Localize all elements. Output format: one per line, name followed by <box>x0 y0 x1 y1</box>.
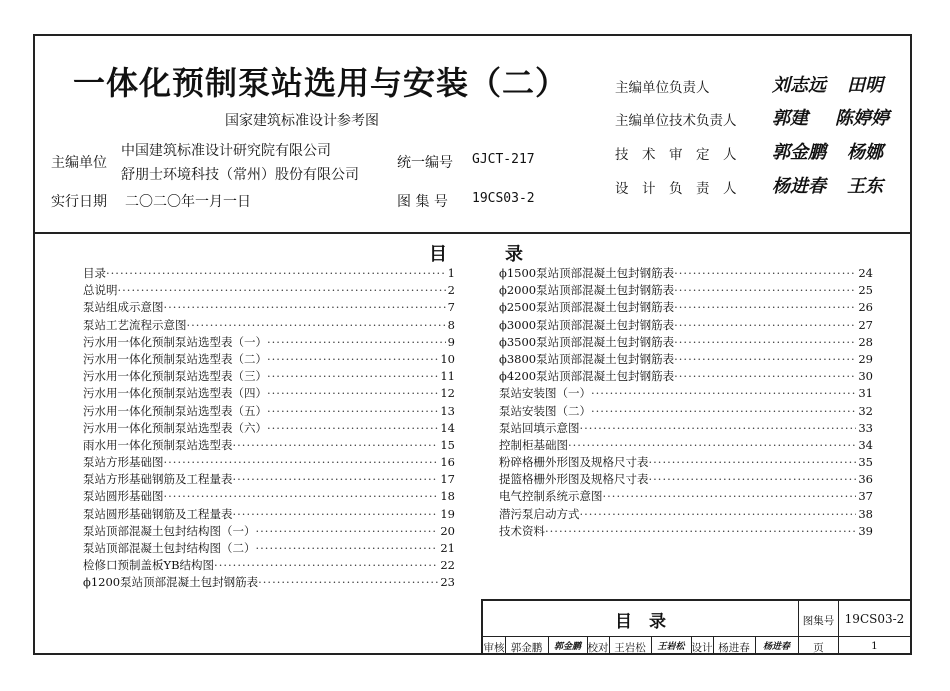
toc-entry-title: 控制柜基础图 <box>499 437 568 452</box>
check-name: 王岩松 <box>614 642 646 654</box>
toc-entry[interactable] <box>499 488 873 505</box>
toc-entry-page: 31 <box>858 386 873 401</box>
toc-leader-dots <box>267 368 438 385</box>
toc-leader-dots <box>258 574 438 591</box>
toc-heading-right: 录 <box>505 244 523 265</box>
drawing-sheet <box>33 34 912 655</box>
toc-entry-page: 21 <box>440 541 455 555</box>
toc-entry-title: 泵站圆形基础图 <box>83 489 164 504</box>
toc-entry[interactable] <box>83 540 455 557</box>
toc-entry-title: 污水用一体化预制泵站选型表（五） <box>83 403 267 418</box>
toc-entry-page: 22 <box>440 558 455 573</box>
toc-entry[interactable] <box>83 471 455 488</box>
toc-entry-page: 15 <box>440 437 455 452</box>
toc-entry[interactable] <box>83 282 455 299</box>
toc-leader-dots <box>674 265 856 282</box>
toc-leader-dots <box>580 420 857 437</box>
toc-entry[interactable] <box>499 334 873 351</box>
toc-leader-dots <box>649 454 857 471</box>
toc-heading-left: 目 <box>429 244 447 265</box>
cover-header <box>35 36 910 234</box>
toc-entry-page: 20 <box>440 523 455 538</box>
toc-entry-title: ϕ3500泵站顶部混凝土包封钢筋表 <box>499 334 675 349</box>
toc-entry[interactable] <box>83 488 455 505</box>
toc-entry-title: 泵站回填示意图 <box>499 420 580 435</box>
editor-org-2: 舒朋士环境科技（常州）股份有限公司 <box>121 167 359 183</box>
toc-right-column <box>499 265 873 540</box>
signature: 杨进春 <box>772 176 826 197</box>
toc-entry-page: 28 <box>858 334 873 349</box>
toc-leader-dots <box>674 351 856 368</box>
toc-entry-page: 29 <box>858 351 873 366</box>
toc-entry-title: 污水用一体化预制泵站选型表（二） <box>83 351 267 366</box>
title-block-page-value: 1 <box>871 640 878 652</box>
toc-entry-title: 提篮格栅外形图及规格尺寸表 <box>499 472 649 487</box>
toc-entry-title: 污水用一体化预制泵站选型表（四） <box>83 386 267 401</box>
toc-entry-page: 38 <box>858 506 873 521</box>
toc-leader-dots <box>674 368 856 385</box>
atlas-number-value: 19CS03-2 <box>472 191 535 206</box>
toc-entry[interactable] <box>499 317 873 334</box>
toc-entry-page: 10 <box>440 351 455 366</box>
toc-entry-title: 泵站顶部混凝土包封结构图（二） <box>83 541 256 555</box>
toc-entry[interactable] <box>499 506 873 523</box>
toc-leader-dots <box>267 385 438 402</box>
toc-entry-title: ϕ1200泵站顶部混凝土包封钢筋表 <box>83 575 259 590</box>
toc-entry[interactable] <box>499 351 873 368</box>
toc-leader-dots <box>267 334 446 351</box>
title-block-atlas-value: 19CS03-2 <box>844 612 905 626</box>
role-label: 设 计 负 责 人 <box>615 181 737 197</box>
toc-entry-title: 雨水用一体化预制泵站选型表 <box>83 437 233 452</box>
atlas-number-label: 图 集 号 <box>397 194 448 210</box>
toc-leader-dots <box>603 488 857 505</box>
toc-entry-title: 检修口预制盖板YB结构图 <box>83 558 215 573</box>
toc-leader-dots <box>164 488 439 505</box>
toc-entry[interactable] <box>499 403 873 420</box>
toc-entry-page: 32 <box>858 403 873 418</box>
toc-leader-dots <box>187 317 446 334</box>
toc-leader-dots <box>545 523 856 540</box>
toc-entry-page: 11 <box>440 369 455 384</box>
toc-entry[interactable] <box>83 299 455 316</box>
toc-entry[interactable] <box>499 420 873 437</box>
toc-entry-page: 19 <box>440 506 455 521</box>
toc-entry-page: 34 <box>858 437 873 452</box>
toc-entry-title: 泵站组成示意图 <box>83 300 164 315</box>
role-label: 主编单位技术负责人 <box>615 113 737 129</box>
signature: 郭金鹏 <box>772 142 826 163</box>
toc-entry-title: 泵站顶部混凝土包封结构图（一） <box>83 523 256 538</box>
role-label: 主编单位负责人 <box>615 80 710 96</box>
toc-entry[interactable] <box>83 506 455 523</box>
toc-entry-title: 泵站方形基础图 <box>83 455 164 470</box>
toc-entry-title: ϕ2500泵站顶部混凝土包封钢筋表 <box>499 300 675 315</box>
toc-entry[interactable] <box>83 557 455 574</box>
toc-entry-title: 电气控制系统示意图 <box>499 489 603 504</box>
check-label: 校对 <box>587 642 609 654</box>
date-value: 二〇二〇年一月一日 <box>125 194 251 210</box>
toc-entry[interactable] <box>499 299 873 316</box>
toc-entry-title: ϕ2000泵站顶部混凝土包封钢筋表 <box>499 283 675 298</box>
toc-entry-title: 污水用一体化预制泵站选型表（一） <box>83 334 267 349</box>
toc-entry-title: 污水用一体化预制泵站选型表（六） <box>83 420 267 435</box>
toc-entry-page: 33 <box>858 420 873 435</box>
toc-entry-page: 8 <box>447 317 455 332</box>
design-signature: 杨进春 <box>762 642 790 652</box>
toc-entry-page: 37 <box>858 489 873 504</box>
toc-leader-dots <box>256 540 439 557</box>
toc-entry-page: 23 <box>440 575 455 590</box>
toc-entry-page: 30 <box>858 369 873 384</box>
toc-entry[interactable] <box>83 574 455 591</box>
toc-entry[interactable] <box>83 437 455 454</box>
toc-entry-page: 36 <box>858 472 873 487</box>
toc-leader-dots <box>214 557 438 574</box>
toc-leader-dots <box>674 334 856 351</box>
toc-entry[interactable] <box>83 523 455 540</box>
toc-entry-title: ϕ1500泵站顶部混凝土包封钢筋表 <box>499 266 675 280</box>
toc-entry-page: 26 <box>858 300 873 315</box>
review-signature: 郭金鹏 <box>553 642 581 652</box>
design-name: 杨进春 <box>718 642 750 654</box>
toc-entry-page: 12 <box>440 386 455 401</box>
toc-entry[interactable] <box>83 317 455 334</box>
toc-entry[interactable] <box>83 265 455 282</box>
toc-leader-dots <box>267 403 438 420</box>
toc-entry-page: 18 <box>440 489 455 504</box>
toc-entry-title: ϕ3800泵站顶部混凝土包封钢筋表 <box>499 351 675 366</box>
editor-label: 主编单位 <box>51 155 107 171</box>
toc-entry-page: 14 <box>440 420 455 435</box>
title-block-atlas-label: 图集号 <box>802 615 835 627</box>
toc-leader-dots <box>591 403 856 420</box>
signature: 郭建 <box>772 108 808 129</box>
serial-label: 统一编号 <box>397 155 453 171</box>
review-name: 郭金鹏 <box>510 642 543 654</box>
atlas-title: 一体化预制泵站选用与安装（二） <box>73 64 569 102</box>
toc-entry[interactable] <box>499 368 873 385</box>
toc-entry-title: 泵站工艺流程示意图 <box>83 317 187 332</box>
title-block <box>481 599 910 655</box>
toc-left-column <box>83 265 455 592</box>
toc-entry[interactable] <box>499 282 873 299</box>
toc-entry-page: 7 <box>447 300 455 315</box>
signature: 杨娜 <box>847 142 883 163</box>
design-label: 设计 <box>691 642 713 654</box>
toc-leader-dots <box>674 299 856 316</box>
toc-leader-dots <box>580 506 857 523</box>
toc-entry-title: 泵站安装图（二） <box>499 403 591 418</box>
toc-entry[interactable] <box>499 454 873 471</box>
toc-entry-title: ϕ3000泵站顶部混凝土包封钢筋表 <box>499 317 675 332</box>
toc-leader-dots <box>233 471 439 488</box>
toc-entry[interactable] <box>499 471 873 488</box>
editor-org-1: 中国建筑标准设计研究院有限公司 <box>121 143 331 159</box>
toc-entry[interactable] <box>83 385 455 402</box>
toc-leader-dots <box>106 265 446 282</box>
toc-entry-page: 24 <box>858 266 873 280</box>
toc-entry-page: 13 <box>440 403 455 418</box>
toc-entry[interactable] <box>499 265 873 282</box>
toc-entry-page: 39 <box>858 523 873 538</box>
toc-leader-dots <box>591 385 856 402</box>
toc-entry-title: 泵站圆形基础钢筋及工程量表 <box>83 506 233 521</box>
signature: 刘志远 <box>772 75 826 96</box>
signature: 陈婷婷 <box>835 108 889 129</box>
toc-leader-dots <box>649 471 857 488</box>
signature: 王东 <box>847 176 883 197</box>
toc-entry-page: 16 <box>440 455 455 470</box>
check-signature: 王岩松 <box>657 642 685 652</box>
title-block-page-label: 页 <box>813 642 824 654</box>
toc-entry-title: 污水用一体化预制泵站选型表（三） <box>83 369 267 384</box>
toc-leader-dots <box>267 351 438 368</box>
toc-entry[interactable] <box>499 523 873 540</box>
toc-entry[interactable] <box>83 454 455 471</box>
toc-leader-dots <box>674 317 856 334</box>
toc-entry-title: 总说明 <box>83 283 118 298</box>
toc-entry[interactable] <box>83 334 455 351</box>
toc-leader-dots <box>164 299 446 316</box>
toc-entry[interactable] <box>83 351 455 368</box>
toc-entry-title: 泵站安装图（一） <box>499 386 591 401</box>
toc-leader-dots <box>233 437 439 454</box>
toc-entry[interactable] <box>83 420 455 437</box>
toc-entry-page: 17 <box>440 472 455 487</box>
role-label: 技 术 审 定 人 <box>615 147 737 163</box>
toc-entry-title: 目录 <box>83 266 106 280</box>
date-label: 实行日期 <box>51 194 107 210</box>
toc-entry-title: 潜污泵启动方式 <box>499 506 580 521</box>
toc-entry[interactable] <box>499 385 873 402</box>
toc-entry-title: 粉碎格栅外形图及规格尺寸表 <box>499 455 649 470</box>
toc-leader-dots <box>267 420 438 437</box>
review-label: 审核 <box>483 642 505 654</box>
serial-value: GJCT-217 <box>472 152 535 167</box>
signature: 田明 <box>847 75 883 96</box>
title-block-name: 目 录 <box>615 612 666 632</box>
toc-leader-dots <box>674 282 856 299</box>
toc-entry-page: 35 <box>858 455 873 470</box>
toc-entry-page: 1 <box>447 266 455 280</box>
toc-entry-page: 2 <box>447 283 455 298</box>
toc-entry[interactable] <box>499 437 873 454</box>
toc-entry[interactable] <box>83 368 455 385</box>
toc-entry[interactable] <box>83 403 455 420</box>
toc-entry-title: ϕ4200泵站顶部混凝土包封钢筋表 <box>499 369 675 384</box>
toc-entry-page: 27 <box>858 317 873 332</box>
toc-leader-dots <box>568 437 856 454</box>
toc-entry-page: 25 <box>858 283 873 298</box>
toc-entry-title: 泵站方形基础钢筋及工程量表 <box>83 472 233 487</box>
toc-entry-title: 技术资料 <box>499 523 545 538</box>
atlas-subtitle: 国家建筑标准设计参考图 <box>225 113 379 129</box>
toc-leader-dots <box>164 454 439 471</box>
toc-leader-dots <box>233 506 439 523</box>
toc-leader-dots <box>256 523 439 540</box>
toc-entry-page: 9 <box>447 334 455 349</box>
toc-leader-dots <box>118 282 446 299</box>
